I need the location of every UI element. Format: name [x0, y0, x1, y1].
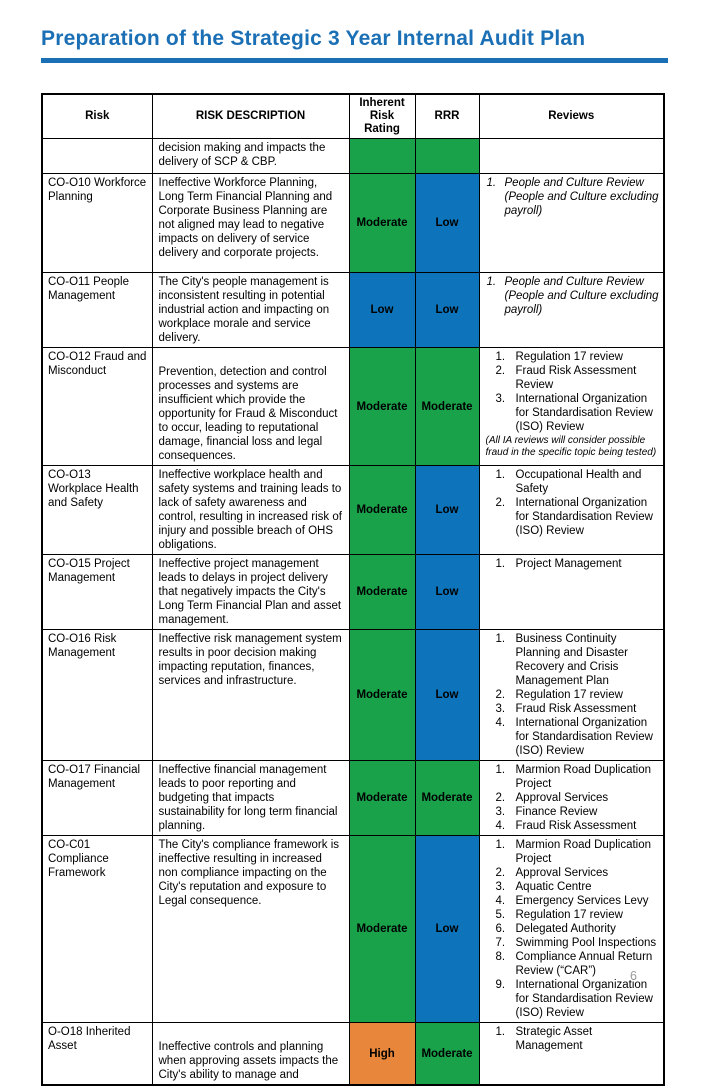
inherent-rating-cell: Moderate — [349, 555, 415, 630]
review-text: Business Continuity Planning and Disaster Recovery and Crisis Management Plan — [515, 633, 629, 688]
inherent-rating-cell: Moderate — [349, 466, 415, 555]
review-number: 2. — [495, 365, 506, 378]
header-inherent-risk-rating: Inherent Risk Rating — [349, 94, 415, 139]
inherent-rating-cell: Moderate — [349, 174, 415, 273]
review-item — [484, 688, 661, 702]
review-item — [484, 805, 661, 819]
reviews-list — [484, 838, 661, 1020]
risk-description-cell: decision making and impacts the delivery of SCP & CBP. — [152, 139, 349, 174]
review-text: International Organization for Standardisation Review (ISO) Review — [515, 497, 653, 538]
review-number: 2. — [495, 792, 506, 805]
risk-description-cell: Ineffective project management leads to delays in project delivery that negatively impacts the City's Long Term Financial Plan and asset management. — [152, 555, 349, 630]
reviews-cell — [479, 273, 664, 348]
review-number: 1. — [495, 351, 506, 364]
table-row — [42, 1023, 664, 1086]
review-text: Delegated Authority — [515, 923, 616, 936]
table-header-row — [42, 94, 664, 139]
reviews-list — [484, 632, 661, 758]
review-item — [484, 866, 661, 880]
review-number: 2. — [495, 867, 506, 880]
reviews-cell — [479, 836, 664, 1023]
risk-table-body — [42, 139, 664, 1086]
review-item — [484, 468, 661, 496]
rrr-rating-cell: Low — [415, 555, 479, 630]
risk-description-cell: Ineffective financial management leads to poor reporting and budgeting that impacts sustainability for long term financial planning. — [152, 761, 349, 836]
inherent-rating-cell — [349, 139, 415, 174]
reviews-cell — [479, 466, 664, 555]
review-text: Finance Review — [515, 806, 598, 819]
reviews-list — [484, 275, 661, 317]
review-item — [484, 364, 661, 392]
review-item — [484, 763, 661, 791]
review-text: Aquatic Centre — [515, 881, 592, 894]
risk-id-cell: CO-O17 Financial Management — [42, 761, 152, 836]
reviews-cell — [479, 139, 664, 174]
inherent-rating-cell: Low — [349, 273, 415, 348]
reviews-cell — [479, 1023, 664, 1086]
review-text: Marmion Road Duplication Project — [515, 764, 652, 791]
table-row — [42, 836, 664, 1023]
risk-table — [41, 93, 665, 1086]
review-number: 3. — [495, 806, 506, 819]
reviews-cell — [479, 630, 664, 761]
review-number: 1. — [495, 558, 506, 571]
review-item — [484, 716, 661, 758]
review-number: 4. — [495, 895, 506, 908]
review-number: 3. — [495, 881, 506, 894]
rrr-rating-cell: Moderate — [415, 348, 479, 466]
risk-description-cell: Prevention, detection and control processes and systems are insufficient which provide the opportunity for Fraud & Misconduct to occur, leading to reputational damage, financial loss and legal consequences. — [152, 348, 349, 466]
review-number: 6. — [495, 923, 506, 936]
review-text: Fraud Risk Assessment — [515, 820, 637, 833]
header-rrr: RRR — [415, 94, 479, 139]
review-text: People and Culture Review (People and Culture excluding payroll) — [504, 276, 659, 317]
rrr-rating-cell: Low — [415, 630, 479, 761]
review-item — [484, 557, 661, 571]
review-number: 1. — [486, 177, 497, 190]
risk-id-cell: CO-C01 Compliance Framework — [42, 836, 152, 1023]
reviews-cell — [479, 555, 664, 630]
table-row — [42, 348, 664, 466]
table-row — [42, 761, 664, 836]
review-text: Fraud Risk Assessment — [515, 703, 637, 716]
reviews-note: (All IA reviews will consider possible fraud in the specific topic being tested) — [485, 435, 657, 459]
review-number: 3. — [495, 393, 506, 406]
risk-id-cell: CO-O12 Fraud and Misconduct — [42, 348, 152, 466]
table-row — [42, 273, 664, 348]
review-item — [484, 838, 661, 866]
review-text: Emergency Services Levy — [515, 895, 649, 908]
title-rule — [41, 58, 668, 63]
review-text: Regulation 17 review — [515, 351, 623, 364]
reviews-list — [484, 468, 661, 538]
risk-id-cell: CO-O15 Project Management — [42, 555, 152, 630]
header-reviews: Reviews — [479, 94, 664, 139]
inherent-rating-cell: Moderate — [349, 761, 415, 836]
review-item — [484, 819, 661, 833]
review-text: Marmion Road Duplication Project — [515, 839, 652, 866]
review-number: 1. — [495, 839, 506, 852]
review-number: 7. — [495, 937, 506, 950]
rrr-rating-cell: Low — [415, 174, 479, 273]
risk-id-cell: CO-O13 Workplace Health and Safety — [42, 466, 152, 555]
risk-description-cell: Ineffective risk management system results in poor decision making impacting reputation, finances, services and infrastructure. — [152, 630, 349, 761]
review-text: Compliance Annual Return Review (“CAR”) — [515, 951, 653, 978]
risk-id-cell: CO-O10 Workforce Planning — [42, 174, 152, 273]
risk-description-cell: The City's compliance framework is ineffective resulting in increased non compliance impacting on the City's reputation and exposure to Legal consequence. — [152, 836, 349, 1023]
review-item — [484, 922, 661, 936]
review-text: International Organization for Standardisation Review (ISO) Review — [515, 979, 653, 1020]
reviews-list — [484, 1025, 661, 1053]
reviews-list — [484, 763, 661, 833]
risk-id-cell — [42, 139, 152, 174]
review-text: Project Management — [515, 558, 622, 571]
inherent-rating-cell: Moderate — [349, 836, 415, 1023]
review-item — [484, 496, 661, 538]
review-text: Occupational Health and Safety — [515, 469, 642, 496]
review-item — [484, 350, 661, 364]
review-number: 5. — [495, 909, 506, 922]
inherent-rating-cell: Moderate — [349, 348, 415, 466]
reviews-list — [484, 176, 661, 218]
review-item — [484, 908, 661, 922]
review-item — [484, 392, 661, 434]
review-item — [484, 275, 661, 317]
review-item — [484, 702, 661, 716]
table-row — [42, 630, 664, 761]
risk-description-cell: Ineffective workplace health and safety systems and training leads to lack of safety awareness and control, resulting in increased risk of injury and possible breach of OHS obligations. — [152, 466, 349, 555]
reviews-list — [484, 350, 661, 434]
rrr-rating-cell: Low — [415, 273, 479, 348]
review-text: People and Culture Review (People and Culture excluding payroll) — [504, 177, 659, 218]
review-text: Approval Services — [515, 792, 609, 805]
risk-description-cell: Ineffective controls and planning when approving assets impacts the City's ability to manage and — [152, 1023, 349, 1086]
reviews-cell — [479, 174, 664, 273]
review-item — [484, 894, 661, 908]
review-text: Fraud Risk Assessment Review — [515, 365, 637, 392]
review-item — [484, 176, 661, 218]
review-item — [484, 936, 661, 950]
risk-description-cell: The City's people management is inconsistent resulting in potential industrial action and impacting on workplace morale and service delivery. — [152, 273, 349, 348]
inherent-rating-cell: High — [349, 1023, 415, 1086]
review-number: 9. — [495, 979, 506, 992]
review-number: 1. — [495, 1026, 506, 1039]
table-row — [42, 139, 664, 174]
risk-id-cell: CO-O16 Risk Management — [42, 630, 152, 761]
review-number: 3. — [495, 703, 506, 716]
table-row — [42, 555, 664, 630]
review-item — [484, 632, 661, 688]
review-text: Regulation 17 review — [515, 909, 623, 922]
review-text: International Organization for Standardisation Review (ISO) Review — [515, 393, 653, 434]
review-text: Approval Services — [515, 867, 609, 880]
review-item — [484, 978, 661, 1020]
review-text: Strategic Asset Management — [515, 1026, 593, 1053]
reviews-cell — [479, 761, 664, 836]
rrr-rating-cell: Low — [415, 466, 479, 555]
review-number: 1. — [486, 276, 497, 289]
reviews-list — [484, 557, 661, 571]
rrr-rating-cell — [415, 139, 479, 174]
risk-description-cell: Ineffective Workforce Planning, Long Term Financial Planning and Corporate Business Planning are not aligned may lead to negative impacts on delivery of service delivery and corporate projects. — [152, 174, 349, 273]
header-risk-description: RISK DESCRIPTION — [152, 94, 349, 139]
review-number: 4. — [495, 717, 506, 730]
page-title: Preparation of the Strategic 3 Year Internal Audit Plan — [41, 27, 586, 50]
rrr-rating-cell: Moderate — [415, 1023, 479, 1086]
review-text: Regulation 17 review — [515, 689, 623, 702]
review-number: 1. — [495, 764, 506, 777]
review-number: 1. — [495, 633, 506, 646]
rrr-rating-cell: Low — [415, 836, 479, 1023]
review-number: 2. — [495, 689, 506, 702]
review-number: 4. — [495, 820, 506, 833]
review-item — [484, 1025, 661, 1053]
review-number: 2. — [495, 497, 506, 510]
review-item — [484, 880, 661, 894]
risk-id-cell: O-O18 Inherited Asset — [42, 1023, 152, 1086]
review-text: International Organization for Standardisation Review (ISO) Review — [515, 717, 653, 758]
review-item — [484, 791, 661, 805]
risk-id-cell: CO-O11 People Management — [42, 273, 152, 348]
header-risk: Risk — [42, 94, 152, 139]
table-row — [42, 466, 664, 555]
review-number: 8. — [495, 951, 506, 964]
reviews-cell — [479, 348, 664, 466]
review-text: Swimming Pool Inspections — [515, 937, 657, 950]
review-number: 1. — [495, 469, 506, 482]
rrr-rating-cell: Moderate — [415, 761, 479, 836]
table-row — [42, 174, 664, 273]
page-number: 6 — [630, 969, 637, 983]
inherent-rating-cell: Moderate — [349, 630, 415, 761]
